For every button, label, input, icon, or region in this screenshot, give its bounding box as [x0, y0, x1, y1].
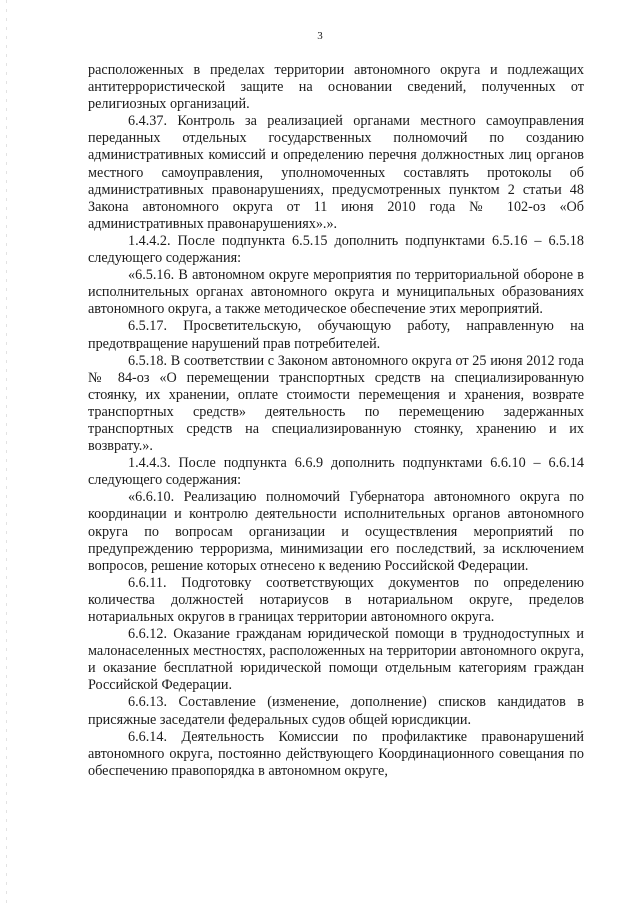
paragraph-1-4-4-3: 1.4.4.3. После подпункта 6.6.9 дополнить подпунктами 6.6.10 – 6.6.14 следующего содержания: — [88, 455, 584, 489]
paragraph-6-5-18: 6.5.18. В соответствии с Законом автономного округа от 25 июня 2012 года № 84-оз «О перемещении транспортных средств на специализированную стоянку, их хранении, оплате стоимости перемещения и хранения, возврате транспортных средств» деятельность по перемещению задержанных транспортных средств на специализированную стоянку, хранению и их возврату.». — [88, 352, 584, 455]
paragraph-6-4-37: 6.4.37. Контроль за реализацией органами местного самоуправления переданных отдельных государственных полномочий по созданию административных комиссий и определению перечня должностных лиц органов местного самоуправления, уполномоченных составлять протоколы об административных правонарушениях, предусмотренных пунктом 2 статьи 48 Закона автономного округа от 11 июня 2010 года № 102-оз «Об административных правонарушениях».». — [88, 113, 584, 232]
paragraph-6-5-17: 6.5.17. Просветительскую, обучающую работу, направленную на предотвращение нарушений прав потребителей. — [88, 318, 584, 352]
page-number: 3 — [317, 30, 323, 42]
paragraph-6-6-12: 6.6.12. Оказание гражданам юридической помощи в труднодоступных и малонаселенных местностях, расположенных на территории автономного округа, и оказание бесплатной юридической помощи отдельным категориям граждан Российской Федерации. — [88, 626, 584, 694]
paragraph-1-4-4-2: 1.4.4.2. После подпункта 6.5.15 дополнить подпунктами 6.5.16 – 6.5.18 следующего содержания: — [88, 232, 584, 267]
paragraph-6-6-14: 6.6.14. Деятельность Комиссии по профилактике правонарушений автономного округа, постоянно действующего Координационного совещания по обеспечению правопорядка в автономном округе, — [88, 728, 584, 779]
paragraph-6-5-16: «6.5.16. В автономном округе мероприятия по территориальной обороне в исполнительных органах автономного округа и муниципальных образованиях автономного округа, а также методическое обеспечение этих мероприятий. — [88, 267, 584, 318]
paragraph-6-6-13: 6.6.13. Составление (изменение, дополнение) списков кандидатов в присяжные заседатели федеральных судов общей юрисдикции. — [88, 694, 584, 728]
paragraph-6-6-10: «6.6.10. Реализацию полномочий Губернатора автономного округа по координации и контролю деятельности исполнительных органов автономного округа по вопросам организации и осуществления мероприятий по предупреждению терроризма, минимизации его последствий, за исключением вопросов, решение которых отнесено к ведению Российской Федерации. — [88, 489, 584, 574]
document-body — [88, 62, 584, 780]
paragraph-6-6-11: 6.6.11. Подготовку соответствующих документов по определению количества должностей нотариусов в нотариальном округе, пределов нотариальных округов в границах территории автономного округа. — [88, 574, 584, 625]
scan-edge-artifact — [6, 0, 7, 905]
paragraph-continuation: расположенных в пределах территории автономного округа и подлежащих антитеррористической защите на основании сведений, полученных от религиозных организаций. — [88, 62, 584, 113]
